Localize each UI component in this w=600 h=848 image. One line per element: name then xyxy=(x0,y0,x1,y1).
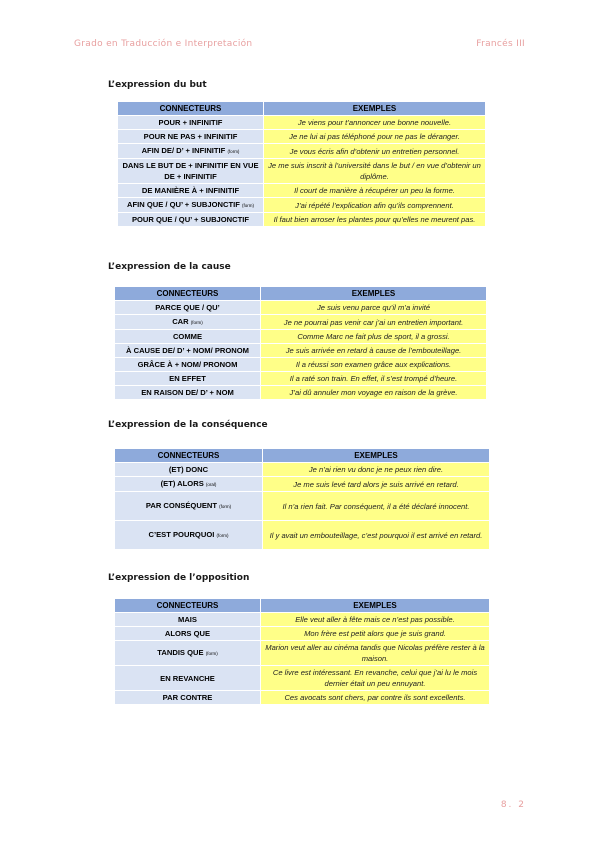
table-row xyxy=(115,627,490,641)
connecteur-cell: ALORS QUE xyxy=(115,627,261,641)
table-consequence xyxy=(114,448,490,550)
connecteur-cell: PAR CONSÉQUENT (form) xyxy=(115,492,263,521)
connecteur-cell: DANS LE BUT DE + INFINITIF EN VUE DE + INFINITIF xyxy=(118,159,264,184)
table-row xyxy=(118,213,486,227)
exemple-cell: Il n’a rien fait. Par conséquent, il a été déclaré innocent. xyxy=(263,492,490,521)
exemple-cell: Je vous écris afin d’obtenir un entretien personnel. xyxy=(264,144,486,159)
exemple-cell: Ce livre est intéressant. En revanche, celui que j’ai lu le mois dernier était un peu ennuyant. xyxy=(261,666,490,691)
section-title-consequence: L’expression de la conséquence xyxy=(108,420,268,430)
exemple-cell: Je me suis inscrit à l’université dans le but / en vue d’obtenir un diplôme. xyxy=(264,159,486,184)
connecteur-cell: AFIN DE/ D’ + INFINITIF (form) xyxy=(118,144,264,159)
connecteur-cell: POUR NE PAS + INFINITIF xyxy=(118,130,264,144)
connecteur-cell: GRÂCE À + NOM/ PRONOM xyxy=(115,358,261,372)
exemple-cell: Je viens pour t’annoncer une bonne nouvelle. xyxy=(264,116,486,130)
column-header-exemples: EXEMPLES xyxy=(261,287,487,301)
exemple-cell: Il a réussi son examen grâce aux explications. xyxy=(261,358,487,372)
column-header-exemples: EXEMPLES xyxy=(261,599,490,613)
column-header-connecteurs: CONNECTEURS xyxy=(115,449,263,463)
table-row xyxy=(115,691,490,705)
connecteur-cell: POUR + INFINITIF xyxy=(118,116,264,130)
exemple-cell: Je ne lui ai pas téléphoné pour ne pas le déranger. xyxy=(264,130,486,144)
connecteur-cell: PARCE QUE / QU’ xyxy=(115,301,261,315)
connecteur-cell: CAR (form) xyxy=(115,315,261,330)
connecteur-cell: AFIN QUE / QU’ + SUBJONCTIF (form) xyxy=(118,198,264,213)
exemple-cell: Ces avocats sont chers, par contre ils sont excellents. xyxy=(261,691,490,705)
table-row xyxy=(115,666,490,691)
table-row xyxy=(118,144,486,159)
exemple-cell: Je ne pourrai pas venir car j’ai un entretien important. xyxy=(261,315,487,330)
table-row xyxy=(115,521,490,550)
register-marker: (form) xyxy=(205,651,218,656)
exemple-cell: Il a raté son train. En effet, il s’est trompé d’heure. xyxy=(261,372,487,386)
table-cause xyxy=(114,286,487,400)
exemple-cell: Mon frère est petit alors que je suis grand. xyxy=(261,627,490,641)
exemple-cell: Il y avait un embouteillage, c’est pourquoi il est arrivé en retard. xyxy=(263,521,490,550)
table-row xyxy=(115,315,487,330)
exemple-cell: Comme Marc ne fait plus de sport, il a grossi. xyxy=(261,330,487,344)
table-row xyxy=(115,372,487,386)
connecteur-cell: POUR QUE / QU’ + SUBJONCTIF xyxy=(118,213,264,227)
exemple-cell: Je suis arrivée en retard à cause de l’embouteillage. xyxy=(261,344,487,358)
exemple-cell: J’ai répété l’explication afin qu’ils comprennent. xyxy=(264,198,486,213)
column-header-connecteurs: CONNECTEURS xyxy=(115,287,261,301)
connecteur-cell: C’EST POURQUOI (form) xyxy=(115,521,263,550)
table-row xyxy=(118,198,486,213)
column-header-connecteurs: CONNECTEURS xyxy=(118,102,264,116)
page-number: 8. 2 xyxy=(500,800,526,810)
exemple-cell: Je me suis levé tard alors je suis arrivé en retard. xyxy=(263,477,490,492)
connecteur-cell: TANDIS QUE (form) xyxy=(115,641,261,666)
exemple-cell: J’ai dû annuler mon voyage en raison de la grève. xyxy=(261,386,487,400)
exemple-cell: Je suis venu parce qu’il m’a invité xyxy=(261,301,487,315)
exemple-cell: Il faut bien arroser les plantes pour qu’elles ne meurent pas. xyxy=(264,213,486,227)
connecteur-cell: EN RAISON DE/ D’ + NOM xyxy=(115,386,261,400)
register-marker: (form) xyxy=(227,149,240,154)
register-marker: (oral) xyxy=(205,482,217,487)
table-row xyxy=(115,386,487,400)
header-right: Francés III xyxy=(476,39,525,49)
connecteur-cell: (ET) ALORS (oral) xyxy=(115,477,263,492)
table-row xyxy=(115,613,490,627)
register-marker: (form) xyxy=(242,203,254,208)
connecteur-cell: MAIS xyxy=(115,613,261,627)
table-row xyxy=(115,477,490,492)
connecteur-cell: PAR CONTRE xyxy=(115,691,261,705)
register-marker: (form) xyxy=(190,320,203,325)
connecteur-cell: (ET) DONC xyxy=(115,463,263,477)
table-row xyxy=(115,301,487,315)
register-marker: (form) xyxy=(219,504,232,509)
section-title-opposition: L’expression de l’opposition xyxy=(108,573,250,583)
table-row xyxy=(115,330,487,344)
header-left: Grado en Traducción e Interpretación xyxy=(74,39,253,49)
table-row xyxy=(118,130,486,144)
table-row xyxy=(118,116,486,130)
table-row xyxy=(115,641,490,666)
column-header-connecteurs: CONNECTEURS xyxy=(115,599,261,613)
exemple-cell: Marion veut aller au cinéma tandis que Nicolas préfère rester à la maison. xyxy=(261,641,490,666)
connecteur-cell: COMME xyxy=(115,330,261,344)
connecteur-cell: EN EFFET xyxy=(115,372,261,386)
connecteur-cell: EN REVANCHE xyxy=(115,666,261,691)
section-title-but: L’expression du but xyxy=(108,80,207,90)
connecteur-cell: DE MANIÈRE À + INFINITIF xyxy=(118,184,264,198)
exemple-cell: Je n’ai rien vu donc je ne peux rien dire. xyxy=(263,463,490,477)
table-row xyxy=(115,492,490,521)
exemple-cell: Il court de manière à récupérer un peu la forme. xyxy=(264,184,486,198)
table-but xyxy=(117,101,486,227)
table-row xyxy=(115,358,487,372)
register-marker: (form) xyxy=(216,533,229,538)
table-row xyxy=(118,184,486,198)
table-row xyxy=(118,159,486,184)
table-row xyxy=(115,344,487,358)
section-title-cause: L’expression de la cause xyxy=(108,262,231,272)
table-row xyxy=(115,463,490,477)
column-header-exemples: EXEMPLES xyxy=(263,449,490,463)
connecteur-cell: À CAUSE DE/ D’ + NOM/ PRONOM xyxy=(115,344,261,358)
exemple-cell: Elle veut aller à fête mais ce n’est pas possible. xyxy=(261,613,490,627)
column-header-exemples: EXEMPLES xyxy=(264,102,486,116)
table-opposition xyxy=(114,598,490,705)
